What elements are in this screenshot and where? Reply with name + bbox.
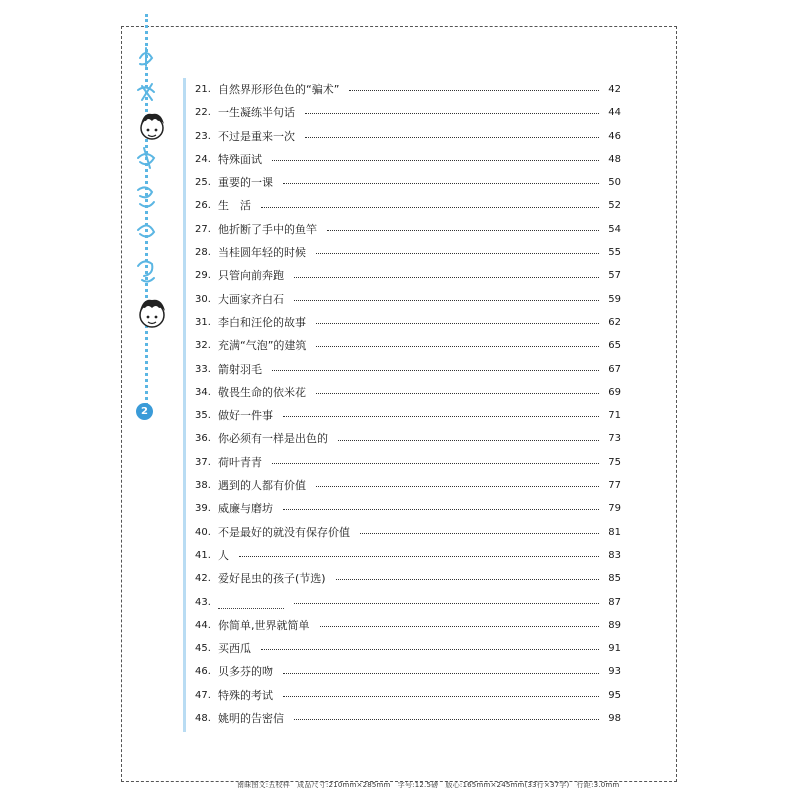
toc-entry-title: 荷叶青青 [218,455,262,469]
toc-dot-leader [294,603,599,604]
toc-entry-page: 73 [608,433,621,445]
toc-entry-page: 81 [608,526,621,538]
toc-entry-title: 姚明的告密信 [218,712,284,726]
toc-entry-page: 87 [608,596,621,608]
toc-entry-title: 贝多芬的吻 [218,665,273,679]
toc-entry-page: 75 [608,456,621,468]
table-of-contents [195,78,621,730]
toc-entry-page: 91 [608,643,621,655]
toc-dot-leader [272,370,599,371]
toc-entry[interactable] [195,451,621,474]
toc-entry-title: 人 [218,548,229,562]
toc-entry-title: 特殊面试 [218,152,262,166]
toc-dot-leader [336,579,599,580]
toc-dot-leader [272,463,599,464]
page-number-badge: 2 [136,403,153,420]
toc-entry-number: 22. [195,107,211,119]
toc-dot-leader [283,696,599,697]
toc-entry-number: 45. [195,643,211,655]
toc-entry[interactable] [195,218,621,241]
toc-dot-leader [261,649,599,650]
toc-entry-title: 特殊的考试 [218,688,273,702]
toc-entry[interactable] [195,707,621,730]
toc-entry-page: 59 [608,293,621,305]
toc-dot-leader [283,673,599,674]
toc-entry-page: 85 [608,573,621,585]
toc-entry[interactable] [195,125,621,148]
toc-entry[interactable] [195,521,621,544]
toc-entry-title: 买西瓜 [218,642,251,656]
toc-dot-leader [316,346,599,347]
print-spec-footer: 南昧图文:五校样 成品尺寸:210mm×285mm 字号:12.5磅 版心:165mm×245mm(33行×37字) 行距:3.0mm [237,781,620,789]
toc-entry-title: 威廉与磨坊 [218,502,273,516]
toc-dot-leader [349,90,599,91]
toc-dot-leader [316,253,599,254]
toc-entry-number: 46. [195,666,211,678]
toc-entry-number: 29. [195,270,211,282]
toc-entry-page: 65 [608,340,621,352]
toc-entry-page: 46 [608,130,621,142]
toc-entry-page: 98 [608,713,621,725]
toc-entry[interactable] [195,637,621,660]
toc-entry-title: 做好一件事 [218,409,273,423]
toc-entry-number: 41. [195,549,211,561]
toc-entry-page: 62 [608,316,621,328]
toc-entry-number: 30. [195,293,211,305]
toc-entry-number: 39. [195,503,211,515]
toc-entry-page: 95 [608,689,621,701]
toc-entry[interactable] [195,544,621,567]
toc-entry-number: 21. [195,84,211,95]
toc-dot-leader [320,626,600,627]
toc-entry-title: 一生凝练半句话 [218,106,295,120]
toc-entry-number: 40. [195,526,211,538]
toc-entry-number: 35. [195,410,211,422]
toc-dot-leader [360,533,599,534]
toc-dot-leader [272,160,599,161]
toc-entry-page: 42 [608,84,621,95]
toc-entry-number: 25. [195,177,211,189]
toc-entry-title: 李白和汪伦的故事 [218,315,306,329]
toc-entry-page: 55 [608,247,621,259]
toc-entry[interactable] [195,194,621,217]
toc-entry-page: 54 [608,223,621,235]
toc-entry[interactable] [195,684,621,707]
toc-dot-leader [316,323,599,324]
toc-entry-title: 箭射羽毛 [218,362,262,376]
toc-entry[interactable] [195,567,621,590]
toc-entry-number: 38. [195,480,211,492]
toc-entry-title: 充满“气泡”的建筑 [218,339,307,353]
toc-entry-title: 只管向前奔跑 [218,269,284,283]
toc-entry[interactable] [195,101,621,124]
toc-entry[interactable] [195,660,621,683]
toc-entry-blank-title [218,596,284,609]
toc-entry-title: 不是最好的就没有保存价值 [218,525,350,539]
toc-dot-leader [327,230,599,231]
toc-dot-leader [239,556,599,557]
toc-entry-title: 你必须有一样是出色的 [218,432,328,446]
toc-entry-title: 大画家齐白石 [218,292,284,306]
toc-entry-page: 93 [608,666,621,678]
toc-dot-leader [283,509,599,510]
toc-entry-number: 31. [195,316,211,328]
toc-entry-page: 79 [608,503,621,515]
toc-entry-title: 爱好昆虫的孩子(节选) [218,572,326,586]
toc-entry[interactable] [195,311,621,334]
toc-entry-page: 52 [608,200,621,212]
toc-entry-number: 43. [195,596,211,608]
toc-dot-leader [294,719,599,720]
toc-entry[interactable] [195,404,621,427]
toc-dot-leader [294,277,599,278]
toc-entry-title: 当桂圆年轻的时候 [218,246,306,260]
toc-entry-page: 67 [608,363,621,375]
toc-entry-number: 26. [195,200,211,212]
toc-entry[interactable] [195,264,621,287]
toc-dot-leader [316,486,599,487]
toc-entry[interactable] [195,78,621,101]
toc-entry[interactable] [195,614,621,637]
toc-dot-leader [294,300,599,301]
toc-dot-leader [305,113,599,114]
toc-entry-page: 77 [608,480,621,492]
toc-entry-title: 你简单,世界就简单 [218,618,310,632]
doodle-decoration-icon [128,40,176,400]
toc-entry-number: 37. [195,456,211,468]
toc-entry[interactable] [195,241,621,264]
toc-entry-page: 83 [608,549,621,561]
toc-entry-page: 44 [608,107,621,119]
toc-entry-page: 57 [608,270,621,282]
toc-entry-number: 33. [195,363,211,375]
toc-dot-leader [283,183,599,184]
toc-entry-number: 24. [195,153,211,165]
content-side-bar [183,78,186,732]
toc-entry-title: 他折断了手中的鱼竿 [218,222,317,236]
toc-entry-title: 生 活 [218,199,251,213]
toc-entry[interactable] [195,497,621,520]
toc-entry-number: 32. [195,340,211,352]
toc-entry-page: 69 [608,386,621,398]
toc-dot-leader [305,137,599,138]
toc-entry-title: 遇到的人都有价值 [218,479,306,493]
toc-entry-number: 42. [195,573,211,585]
toc-entry[interactable] [195,591,621,614]
toc-entry-number: 44. [195,619,211,631]
toc-entry[interactable] [195,358,621,381]
toc-dot-leader [338,440,599,441]
toc-entry-page: 71 [608,410,621,422]
toc-entry[interactable] [195,381,621,404]
toc-dot-leader [316,393,599,394]
toc-entry[interactable] [195,171,621,194]
toc-entry[interactable] [195,334,621,357]
toc-entry[interactable] [195,427,621,450]
toc-entry-title: 不过是重来一次 [218,129,295,143]
toc-dot-leader [261,207,599,208]
toc-entry-page: 48 [608,153,621,165]
toc-entry-number: 27. [195,223,211,235]
toc-entry-number: 48. [195,713,211,725]
toc-entry-title: 敬畏生命的依米花 [218,385,306,399]
toc-entry-number: 34. [195,386,211,398]
toc-entry-number: 28. [195,247,211,259]
toc-entry[interactable] [195,474,621,497]
toc-entry-number: 47. [195,689,211,701]
toc-entry[interactable] [195,288,621,311]
toc-entry-page: 89 [608,619,621,631]
toc-entry[interactable] [195,148,621,171]
toc-entry-title: 自然界形形色色的“骗术” [218,83,340,96]
toc-dot-leader [283,416,599,417]
toc-entry-number: 23. [195,130,211,142]
toc-entry-number: 36. [195,433,211,445]
toc-entry-title: 重要的一课 [218,176,273,190]
toc-entry-page: 50 [608,177,621,189]
